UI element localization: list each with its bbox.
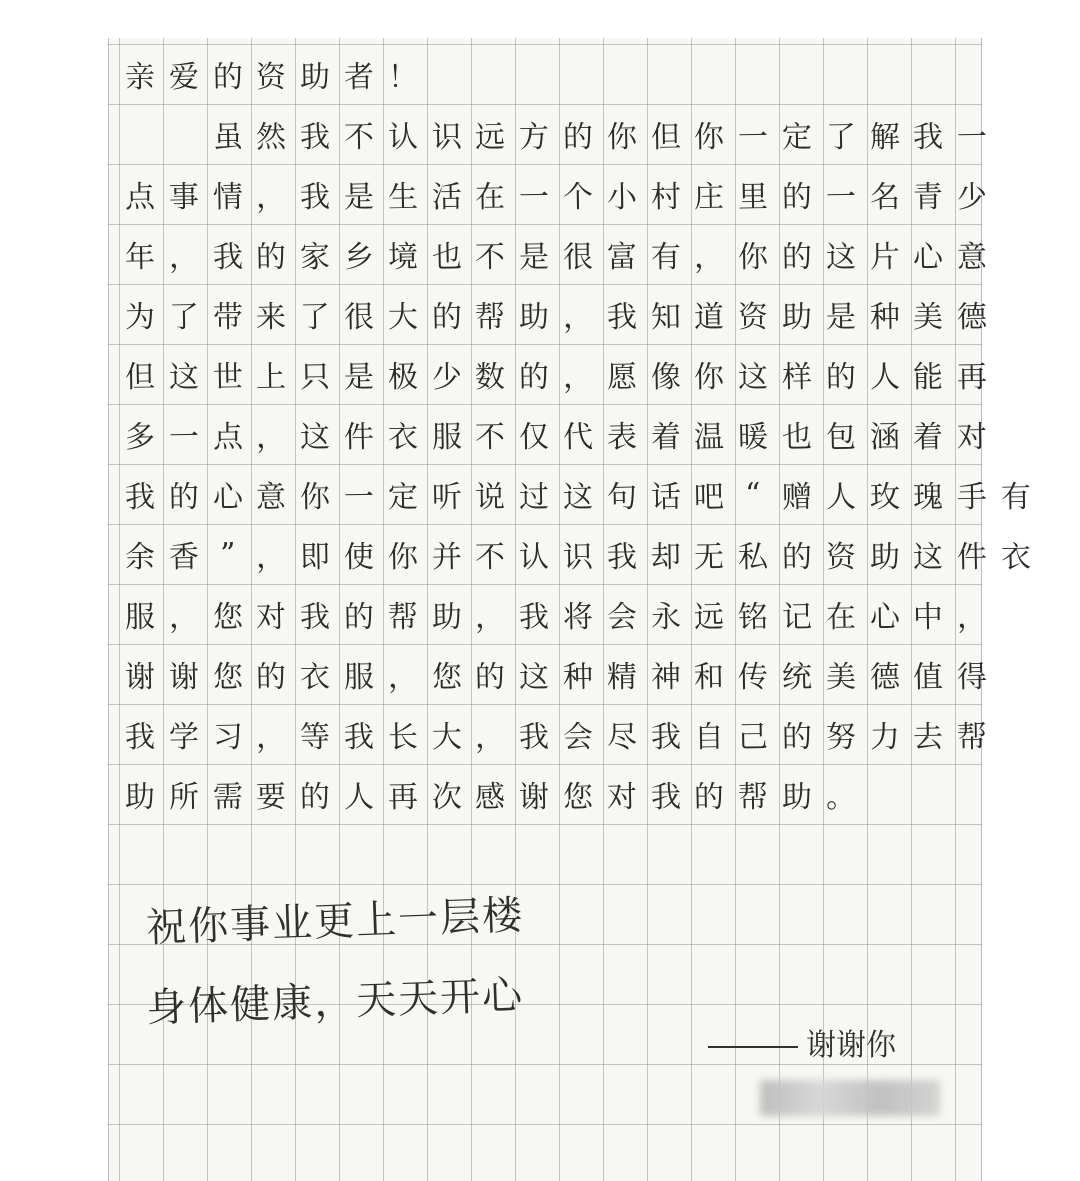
letter-char: ” (219, 536, 236, 572)
letter-char: 使 (343, 539, 375, 576)
letter-char: 资 (737, 299, 769, 336)
closing-wish-line-1: 祝你事业更上一层楼 (145, 892, 525, 952)
letter-char: 帮 (387, 599, 419, 636)
letter-char: ， (562, 359, 594, 396)
letter-char: 德 (956, 299, 988, 336)
letter-char: 有 (1000, 479, 1032, 516)
letter-char: 这 (737, 359, 769, 396)
letter-char: 无 (694, 539, 725, 576)
letter-char: 定 (387, 479, 419, 516)
letter-char: 我 (518, 719, 550, 756)
letter-char: 统 (781, 659, 813, 696)
letter-char: 次 (431, 779, 462, 816)
letter-char: 里 (737, 179, 769, 216)
letter-char: 尽 (606, 719, 638, 756)
letter-char: 这 (912, 539, 944, 576)
letter-char: 你 (387, 539, 419, 576)
letter-char: 记 (781, 599, 813, 636)
letter-char: 的 (256, 659, 287, 696)
letter-char: 服 (431, 419, 462, 456)
letter-char: 情 (212, 179, 243, 216)
letter-row (118, 704, 988, 764)
letter-char: 需 (212, 779, 243, 816)
letter-char: 不 (475, 239, 506, 276)
letter-char: 的 (825, 359, 857, 396)
letter-char: 香 (168, 539, 200, 576)
letter-char: 在 (475, 179, 506, 216)
letter-row (118, 344, 988, 404)
letter-char: 是 (343, 359, 375, 396)
letter-char: 温 (694, 419, 725, 456)
letter-char: 对 (256, 599, 287, 636)
letter-char: 有 (650, 239, 681, 276)
letter-char (117, 104, 162, 165)
letter-char: 赠 (781, 479, 813, 516)
letter-char: 即 (299, 539, 331, 576)
letter-char: 的 (781, 719, 813, 756)
letter-char: 不 (475, 539, 506, 576)
letter-char: 者 (343, 59, 375, 96)
letter-row (118, 224, 988, 284)
letter-char: 事 (168, 179, 200, 216)
letter-char: 点 (124, 179, 156, 216)
letter-char: 的 (781, 179, 813, 216)
letter-char: 你 (606, 119, 638, 156)
letter-char: 再 (387, 779, 419, 816)
letter-char: 却 (650, 539, 681, 576)
letter-char: 道 (694, 299, 725, 336)
letter-char: 美 (825, 659, 857, 696)
letter-char: 我 (124, 719, 156, 756)
letter-char: 年 (124, 239, 156, 276)
letter-char: 青 (912, 179, 944, 216)
letter-char: 您 (212, 599, 243, 636)
signoff-dash (708, 1046, 798, 1048)
letter-char: 的 (781, 239, 813, 276)
letter-char: 定 (781, 119, 813, 156)
letter-char: 这 (518, 659, 550, 696)
letter-char: 美 (912, 299, 944, 336)
letter-char: 了 (168, 299, 200, 336)
signoff-text: 谢谢你 (806, 1028, 896, 1063)
letter-char: 了 (299, 299, 331, 336)
letter-row (118, 404, 988, 464)
letter-char: 样 (781, 359, 813, 396)
letter-char: 大 (431, 719, 462, 756)
letter-char: 所 (168, 779, 200, 816)
letter-char: 手 (956, 479, 988, 516)
letter-char: 在 (825, 599, 857, 636)
letter-char: 德 (869, 659, 900, 696)
letter-char: 您 (212, 659, 243, 696)
letter-char: 的 (431, 299, 462, 336)
closing-wish-line-2: 身体健康，天天开心 (145, 972, 525, 1032)
letter-char: 是 (825, 299, 857, 336)
letter-char: 再 (956, 359, 988, 396)
letter-char: 名 (869, 179, 900, 216)
letter-row (118, 164, 988, 224)
letter-char: ， (256, 419, 287, 456)
letter-char: 着 (912, 419, 944, 456)
letter-char: 心 (212, 479, 243, 516)
letter-char: 一 (168, 419, 200, 456)
letter-char: “ (745, 476, 762, 512)
letter-char: 的 (168, 479, 200, 516)
letter-char: 对 (606, 779, 638, 816)
letter-char: ， (694, 239, 725, 276)
letter-char: 助 (299, 59, 331, 96)
letter-char: 。 (825, 779, 857, 816)
letter-char: 了 (825, 119, 857, 156)
letter-char: 长 (387, 719, 419, 756)
letter-char: 我 (912, 119, 944, 156)
letter-char: 知 (650, 299, 681, 336)
letter-char: 服 (124, 599, 156, 636)
letter-char: 乡 (343, 239, 375, 276)
letter-char: 小 (606, 179, 638, 216)
letter-char: 努 (825, 719, 857, 756)
letter-char: 解 (869, 119, 900, 156)
letter-char: 将 (562, 599, 594, 636)
letter-char: 不 (475, 419, 506, 456)
letter-char: 的 (694, 779, 725, 816)
letter-char: 的 (343, 599, 375, 636)
letter-char: 少 (431, 359, 462, 396)
letter-char: 件 (956, 539, 988, 576)
letter-char: ， (956, 599, 988, 636)
letter-char: 也 (431, 239, 462, 276)
letter-char: 话 (650, 479, 681, 516)
letter-char: 心 (912, 239, 944, 276)
letter-char: 习 (212, 719, 243, 756)
letter-char: 我 (212, 239, 243, 276)
letter-char: 学 (168, 719, 200, 756)
letter-row (118, 584, 988, 644)
letter-char: 一 (825, 179, 857, 216)
letter-char: 衣 (387, 419, 419, 456)
letter-char: 你 (299, 479, 331, 516)
letter-char: 活 (431, 179, 462, 216)
letter-char: 种 (869, 299, 900, 336)
letter-char: 我 (518, 599, 550, 636)
letter-char: 神 (650, 659, 681, 696)
letter-char: 的 (562, 119, 594, 156)
letter-char: 心 (869, 599, 900, 636)
letter-char: 富 (606, 239, 638, 276)
signoff (708, 1020, 896, 1064)
letter-char: ， (256, 719, 287, 756)
letter-char: ， (256, 179, 287, 216)
letter-char: 仅 (518, 419, 550, 456)
letter-char: 涵 (869, 419, 900, 456)
letter-char: 帮 (475, 299, 506, 336)
letter-char: 我 (606, 299, 638, 336)
letter-char: 听 (431, 479, 462, 516)
letter-char: 片 (869, 239, 900, 276)
letter-char: 一 (956, 119, 988, 156)
letter-body (118, 44, 1032, 824)
letter-char: 生 (387, 179, 419, 216)
letter-char: 数 (475, 359, 506, 396)
letter-char: 极 (387, 359, 419, 396)
letter-char: 包 (825, 419, 857, 456)
letter-char: 方 (518, 119, 550, 156)
letter-char: 你 (737, 239, 769, 276)
letter-char: 说 (475, 479, 506, 516)
letter-char: 要 (256, 779, 287, 816)
letter-char: 并 (431, 539, 462, 576)
letter-char: 助 (869, 539, 900, 576)
letter-char: 意 (956, 239, 988, 276)
letter-char: 助 (431, 599, 462, 636)
letter-char: 去 (912, 719, 944, 756)
letter-char: 得 (956, 659, 988, 696)
letter-char: 的 (781, 539, 813, 576)
letter-char: 能 (912, 359, 944, 396)
letter-char: 资 (825, 539, 857, 576)
letter-char: 个 (562, 179, 594, 216)
letter-char: 资 (256, 59, 287, 96)
letter-char: 服 (343, 659, 375, 696)
letter-char: 句 (606, 479, 638, 516)
redacted-signature (760, 1080, 940, 1116)
letter-char: 种 (562, 659, 594, 696)
letter-char: 铭 (737, 599, 769, 636)
letter-char: 玫 (869, 479, 900, 516)
letter-char: 永 (650, 599, 681, 636)
letter-row (118, 464, 1032, 524)
letter-char: 意 (256, 479, 287, 516)
letter-char: 暖 (737, 419, 769, 456)
letter-char: 少 (956, 179, 988, 216)
letter-char: 认 (518, 539, 550, 576)
letter-char: 件 (343, 419, 375, 456)
letter-row (118, 524, 1032, 584)
letter-char: 会 (606, 599, 638, 636)
letter-char: ， (562, 299, 594, 336)
letter-char: 的 (256, 239, 287, 276)
letter-char: 这 (562, 479, 594, 516)
letter-char: ， (256, 539, 287, 576)
letter-char: 家 (299, 239, 331, 276)
letter-char: 帮 (737, 779, 769, 816)
letter-char: 您 (562, 779, 594, 816)
letter-char: 我 (299, 179, 331, 216)
letter-char: 值 (912, 659, 944, 696)
letter-char: 人 (825, 479, 857, 516)
letter-char: 我 (299, 599, 331, 636)
letter-char: 不 (343, 119, 375, 156)
letter-char: 衣 (1000, 539, 1032, 576)
letter-char: 助 (518, 299, 550, 336)
letter-char: 的 (299, 779, 331, 816)
letter-char: ， (168, 599, 200, 636)
letter-char: 我 (124, 479, 156, 516)
letter-char: ， (168, 239, 200, 276)
letter-row (118, 764, 978, 824)
letter-char: 中 (912, 599, 944, 636)
letter-char: 一 (737, 119, 769, 156)
letter-char: 的 (212, 59, 243, 96)
letter-char: 我 (606, 539, 638, 576)
letter-char: 远 (475, 119, 506, 156)
letter-char: 人 (343, 779, 375, 816)
letter-char: 然 (256, 119, 287, 156)
letter-char: 庄 (694, 179, 725, 216)
letter-char: 上 (256, 359, 287, 396)
letter-char: 这 (825, 239, 857, 276)
letter-char: 吧 (694, 479, 725, 516)
letter-char: 传 (737, 659, 769, 696)
letter-char: 您 (431, 659, 462, 696)
letter-char: 但 (124, 359, 156, 396)
letter-char: 这 (168, 359, 200, 396)
letter-char: 很 (562, 239, 594, 276)
letter-row (118, 284, 988, 344)
letter-char: 远 (694, 599, 725, 636)
letter-char: 的 (518, 359, 550, 396)
letter-char: ， (387, 659, 419, 696)
letter-char: 你 (694, 119, 725, 156)
letter-char: 一 (343, 479, 375, 516)
letter-char: 爱 (168, 59, 200, 96)
letter-char: 自 (694, 719, 725, 756)
letter-char: 助 (781, 779, 813, 816)
letter-char: 帮 (956, 719, 988, 756)
letter-char: 表 (606, 419, 638, 456)
letter-char: 为 (124, 299, 156, 336)
letter-char: 的 (475, 659, 506, 696)
letter-char: 识 (562, 539, 594, 576)
letter-row (118, 644, 988, 704)
letter-char: 己 (737, 719, 769, 756)
letter-char: 只 (299, 359, 331, 396)
letter-char: 着 (650, 419, 681, 456)
letter-char: 是 (343, 179, 375, 216)
letter-char: 境 (387, 239, 419, 276)
letter-char: ！ (387, 59, 419, 96)
letter-char: 私 (737, 539, 769, 576)
letter-char: 衣 (299, 659, 331, 696)
letter-char: 来 (256, 299, 287, 336)
letter-char: 我 (650, 779, 681, 816)
letter-char: ， (475, 599, 506, 636)
letter-char: 我 (650, 719, 681, 756)
letter-char: 力 (869, 719, 900, 756)
letter-row (118, 104, 988, 164)
letter-char: 愿 (606, 359, 638, 396)
letter-char: 亲 (124, 59, 156, 96)
letter-char: 虽 (212, 119, 243, 156)
letter-char: 多 (124, 419, 156, 456)
letter-char (161, 104, 206, 165)
letter-char: 谢 (124, 659, 156, 696)
letter-char: 像 (650, 359, 681, 396)
letter-char: 也 (781, 419, 813, 456)
letter-char: 过 (518, 479, 550, 516)
letter-row (118, 44, 978, 104)
letter-char: 会 (562, 719, 594, 756)
letter-char: 识 (431, 119, 462, 156)
letter-char: 感 (475, 779, 506, 816)
letter-char: 助 (781, 299, 813, 336)
letter-char: 谢 (518, 779, 550, 816)
letter-char: 是 (518, 239, 550, 276)
letter-char: 瑰 (912, 479, 944, 516)
letter-char: 代 (562, 419, 594, 456)
letter-char: ， (475, 719, 506, 756)
letter-char: 大 (387, 299, 419, 336)
letter-char: 很 (343, 299, 375, 336)
letter-char: 认 (387, 119, 419, 156)
letter-char: 和 (694, 659, 725, 696)
letter-char: 人 (869, 359, 900, 396)
letter-char: 余 (124, 539, 156, 576)
letter-char: 我 (343, 719, 375, 756)
letter-char: 对 (956, 419, 988, 456)
letter-char: 这 (299, 419, 331, 456)
letter-char: 助 (124, 779, 156, 816)
letter-char: 等 (299, 719, 331, 756)
letter-char: 带 (212, 299, 243, 336)
letter-char: 一 (518, 179, 550, 216)
letter-char: 你 (694, 359, 725, 396)
letter-char: 世 (212, 359, 243, 396)
letter-char: 村 (650, 179, 681, 216)
letter-char: 精 (606, 659, 638, 696)
letter-char: 但 (650, 119, 681, 156)
letter-char: 谢 (168, 659, 200, 696)
letter-char: 点 (212, 419, 243, 456)
letter-char: 我 (299, 119, 331, 156)
